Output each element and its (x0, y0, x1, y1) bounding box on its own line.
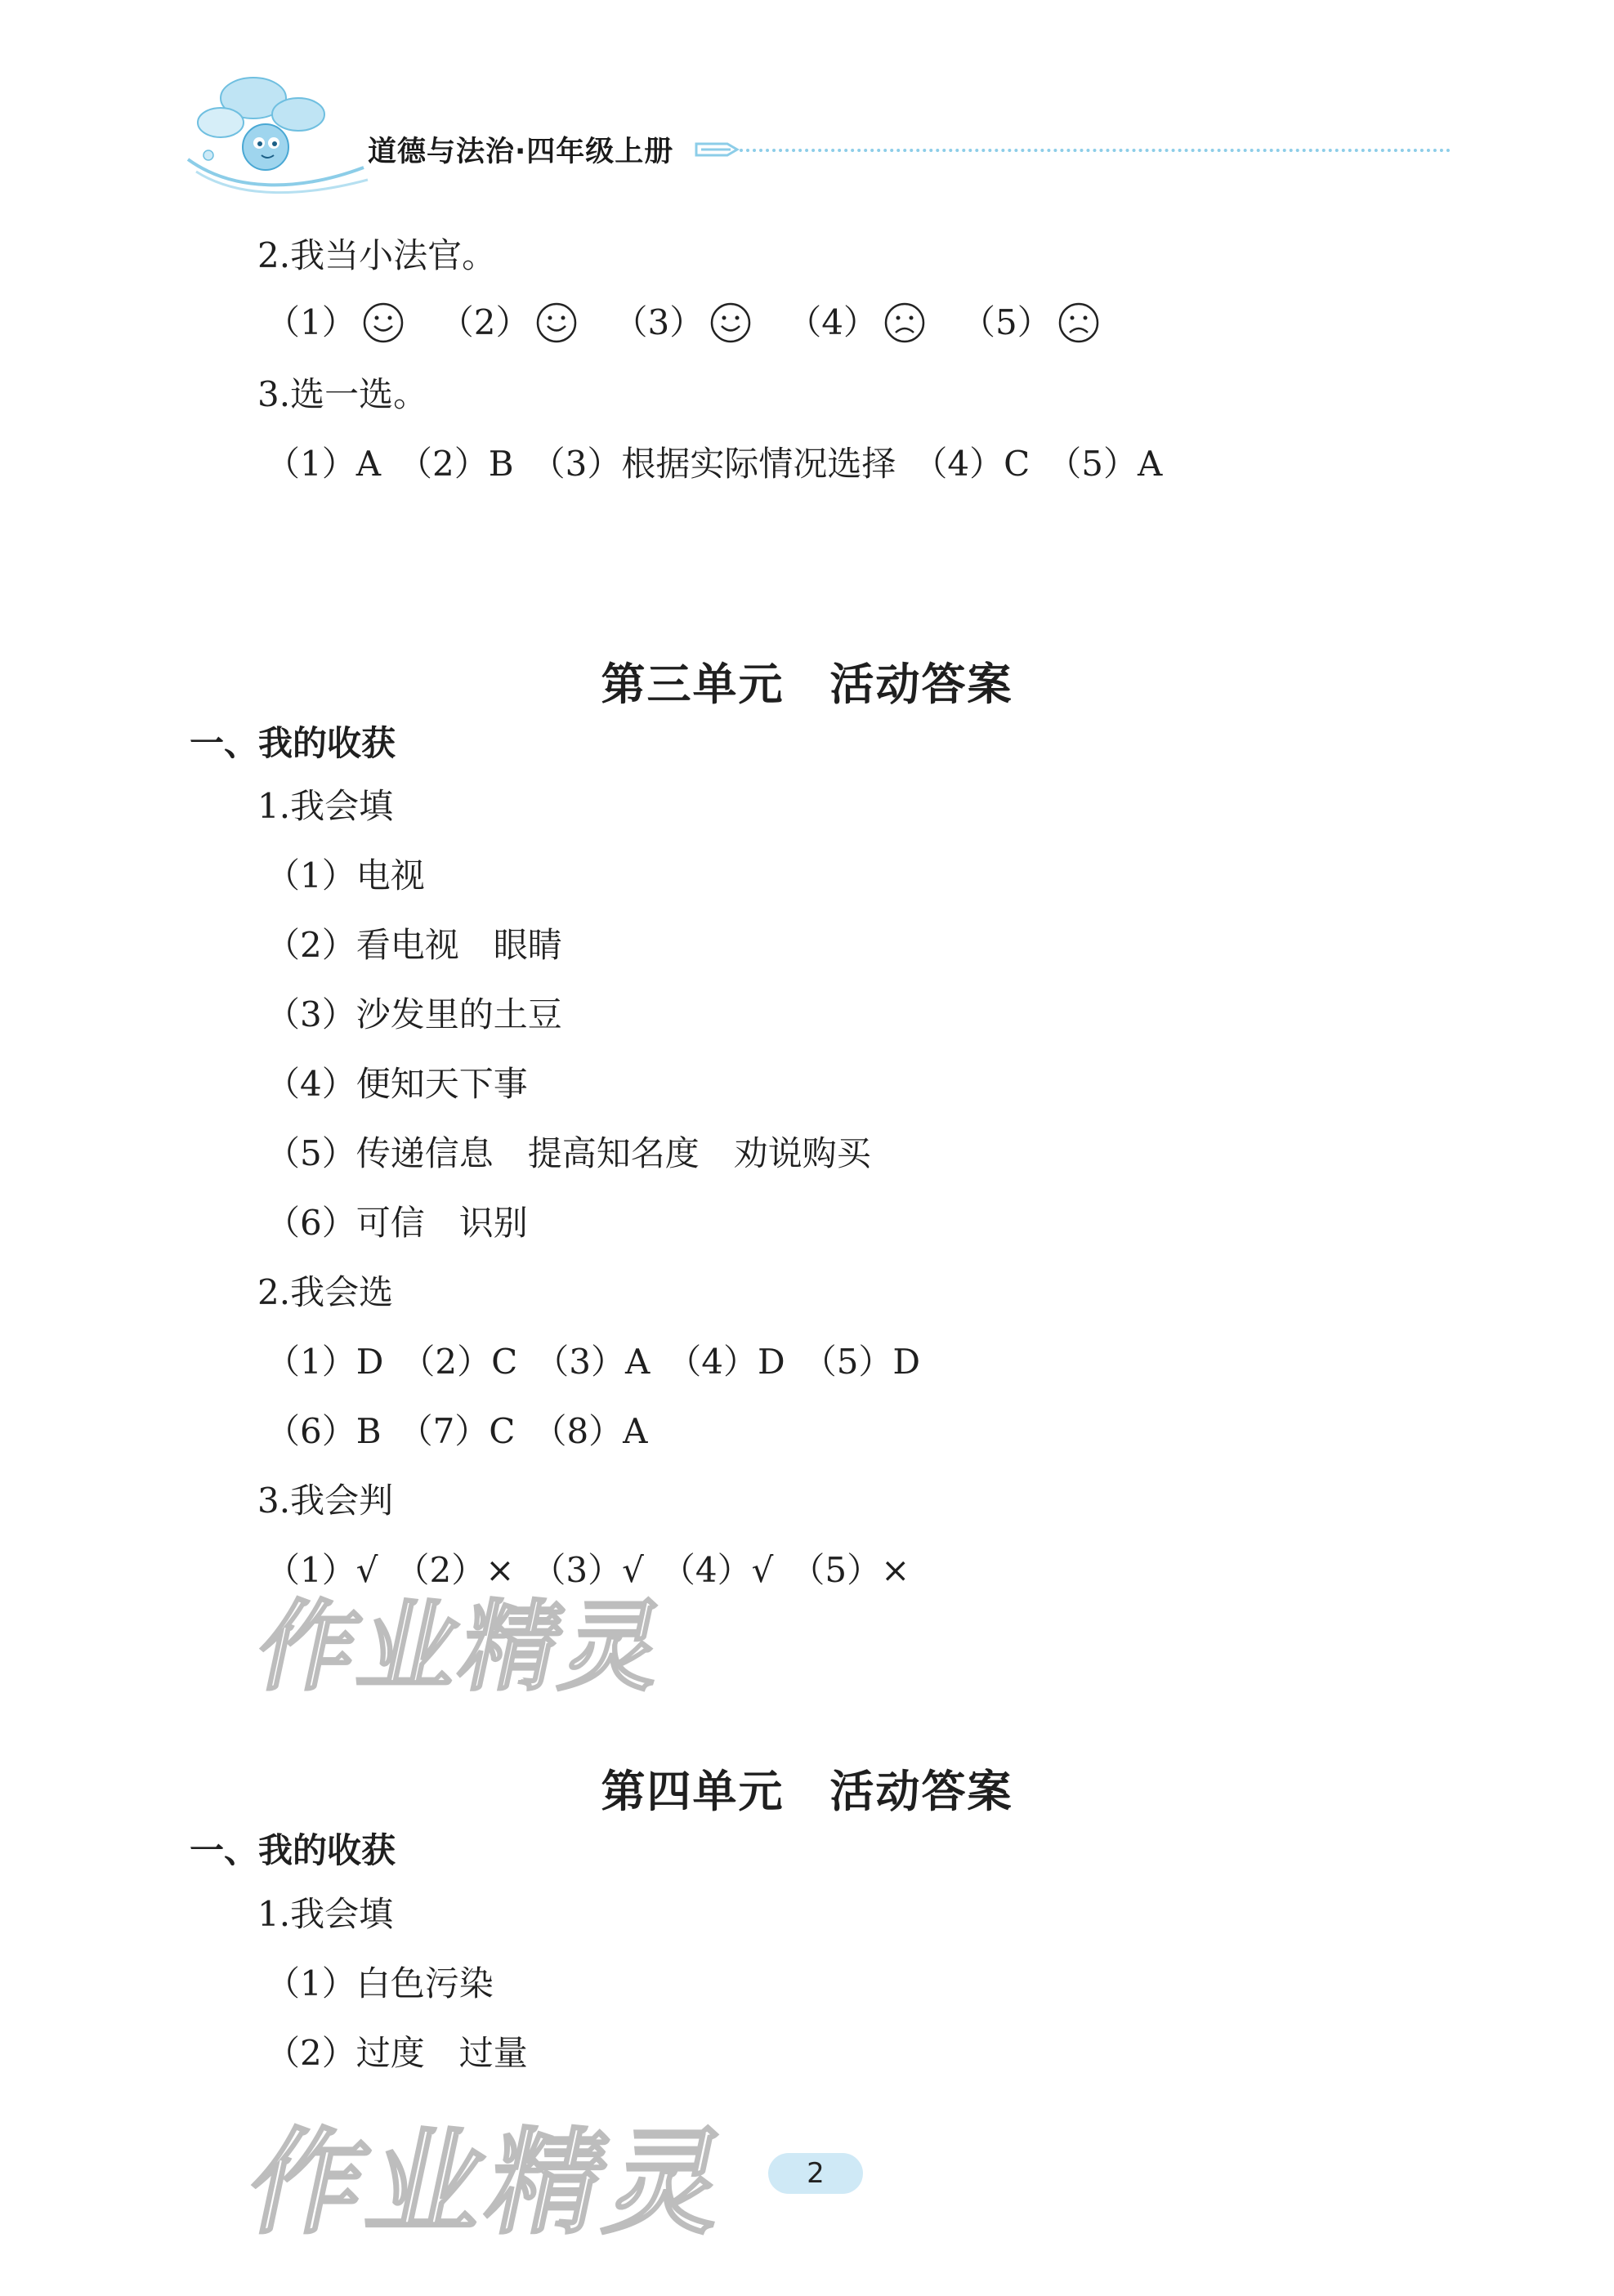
answer-line: （1）√ （2）× （3）√ （4）√ （5）× (266, 1550, 910, 1590)
question-title: 2.我会选 (257, 1272, 394, 1312)
answer-line: （4）便知天下事 (266, 1064, 528, 1104)
judge-item-label: （5） (960, 302, 1052, 342)
judge-answers-row (266, 301, 1135, 345)
question-title: 1.我会填 (257, 1894, 394, 1934)
answer-line: （1）D （2）C （3）A （4）D （5）D (266, 1342, 921, 1382)
question-title: 2.我当小法官。 (257, 235, 497, 275)
sad-face-icon (1057, 301, 1101, 345)
answer-line: （6）可信 识别 (266, 1203, 528, 1243)
answer-line: （2）过度 过量 (266, 2033, 528, 2073)
judge-item (440, 301, 579, 345)
answer-line: （1）A （2）B （3）根据实际情况选择 （4）C （5）A (266, 444, 1163, 484)
judge-item (266, 301, 405, 345)
mascot-logo (184, 69, 372, 204)
watermark: 作业精灵 (237, 2117, 743, 2250)
answer-line: （6）B （7）C （8）A (266, 1411, 648, 1451)
question-title: 3.选一选。 (257, 374, 428, 414)
answer-line: （5）传递信息 提高知名度 劝说购买 (266, 1133, 871, 1173)
judge-item (961, 301, 1101, 345)
watermark: 作业精灵 (247, 1591, 677, 1704)
answer-line: （2）看电视 眼睛 (266, 925, 562, 965)
judge-item-label: （3） (613, 302, 704, 342)
page-number: 2 (807, 2157, 825, 2190)
section-heading: 一、我的收获 (190, 723, 396, 763)
answer-line: （3）沙发里的土豆 (266, 994, 562, 1034)
smiley-face-icon (361, 301, 405, 345)
sad-face-icon (883, 301, 927, 345)
book-title: 道德与法治·四年级上册 (368, 136, 674, 168)
judge-item (613, 301, 753, 345)
smiley-face-icon (534, 301, 579, 345)
judge-item-label: （1） (266, 302, 356, 342)
judge-item-label: （4） (787, 302, 878, 342)
answer-line: （1）白色污染 (266, 1963, 494, 2003)
judge-item (787, 301, 927, 345)
section-heading: 一、我的收获 (190, 1830, 396, 1870)
question-title: 1.我会填 (257, 786, 394, 826)
smiley-face-icon (709, 301, 753, 345)
unit-title: 第三单元 活动答案 (601, 658, 1013, 710)
header-arrow-icon (695, 137, 744, 162)
unit-title: 第四单元 活动答案 (601, 1765, 1013, 1817)
answer-line: （1）电视 (266, 855, 425, 896)
question-title: 3.我会判 (257, 1481, 394, 1521)
judge-item-label: （2） (439, 302, 530, 342)
header-dotted-rule (740, 149, 1451, 152)
